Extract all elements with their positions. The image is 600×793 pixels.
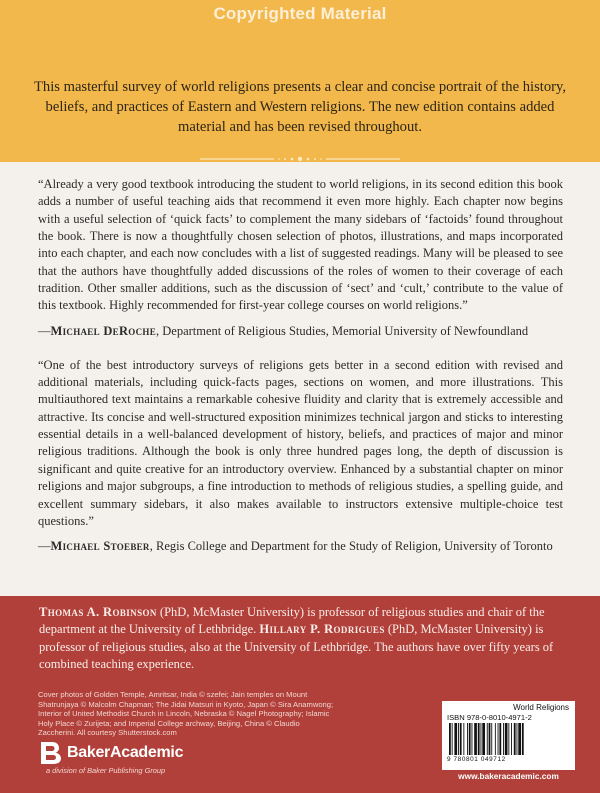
review-quote: “One of the best introductory surveys of religions gets better in a second edition with revised and additional materials, including quick-facts pages, sections on women, and more illustrations. This multiauthored text maintains a remarkable cohesive fluidity and clarity that is extremely accessible and attractive. Its concise and well-structured exposition minimizes technical jargon and sticks to interesting essential details in a well-balanced development of history, beliefs, and practices of major and minor religious traditions. Although the book is only three hundred pages long, the depth of discussion is significant and quite creative for an introductory overview. Enhanced by a substantial chapter on minor religions and major subgroups, a fine introduction to methods of religious studies, a spelling guide, and excellent summary sidebars, it also makes available to instructors extensive multiple-choice test questions.” xyxy=(38,357,563,528)
review-attribution: —Michael DeRoche, Department of Religious Studies, Memorial University of Newfoundland xyxy=(38,323,529,338)
barcode xyxy=(447,723,569,755)
reviewer-affiliation: , Department of Religious Studies, Memorial University of Newfoundland xyxy=(156,323,529,338)
publisher-division: a division of Baker Publishing Group xyxy=(46,766,166,775)
book-summary: This masterful survey of world religions presents a clear and concise portrait of the history, beliefs, and practices of Eastern and Western religions. The new edition contains added material and has been revised throughout. xyxy=(34,79,566,135)
publisher-url: www.bakeracademic.com xyxy=(458,771,559,781)
barcode-number: 9 780801 049712 xyxy=(447,756,506,763)
review-quote: “Already a very good textbook introducing the student to world religions, in its second edition this book adds a number of useful teaching aids that recommend it even more highly. Each chapter now begins with a useful selection of ‘quick facts’ to complement the many sidebars of ‘factoids’ found throughout the book. There is now a thoughtfully chosen selection of photos, illustrations, and maps incorporated into each chapter, and each now concludes with a list of suggested readings. Many will be pleased to see that the authors have thoughtfully added discussions of the roles of women to their coverage of each tradition. Other smaller additions, such as the discussion of ‘sect’ and ‘cult,’ contribute to the value of this textbook. Highly recommended for first-year college courses on world religions.” xyxy=(38,177,563,313)
photo-credits: Cover photos of Golden Temple, Amritsar, India © szefei; Jain temples on Mount Shatrunjaya © Malcolm Chapman; The Jidai Matsuri in Kyoto, Japan © Sira Anamwong; Interior of United Methodist Church in Lincoln, Nebraska © Nagel Photography; Islamic Holy Place © Zurijeta; and Imperial College archway, Beijing, China © Claudio Zaccherini. All courtesy Shutterstock.com xyxy=(38,690,334,738)
watermark: Copyrighted Material xyxy=(213,4,387,23)
publisher-name: BakerAcademic xyxy=(67,744,184,761)
author-name: Hillary P. Rodrigues xyxy=(259,622,385,637)
author-name: Thomas A. Robinson xyxy=(39,605,157,619)
book-category: World Religions xyxy=(513,703,569,712)
baker-logo-icon xyxy=(38,741,64,765)
review-attribution: —Michael Stoeber, Regis College and Department for the Study of Religion, University of Toronto xyxy=(38,539,553,554)
reviewer-name: Michael DeRoche xyxy=(50,323,156,338)
isbn-barcode-box xyxy=(442,701,575,770)
reviewer-affiliation: , Regis College and Department for the Study of Religion, University of Toronto xyxy=(149,539,553,554)
ornament-divider xyxy=(0,150,600,168)
reviewer-name: Michael Stoeber xyxy=(50,539,150,554)
isbn-label: ISBN 978-0-8010-4971-2 xyxy=(447,713,532,722)
reviews xyxy=(38,176,563,554)
author-bio: Thomas A. Robinson (PhD, McMaster University) is professor of religious studies and chair of the department at the University of Lethbridge. Hillary P. Rodrigues (PhD, McMaster University) is professor of religious studies, also at the University of Lethbridge. The authors have over fifty years of combined teaching experience. xyxy=(39,605,554,671)
